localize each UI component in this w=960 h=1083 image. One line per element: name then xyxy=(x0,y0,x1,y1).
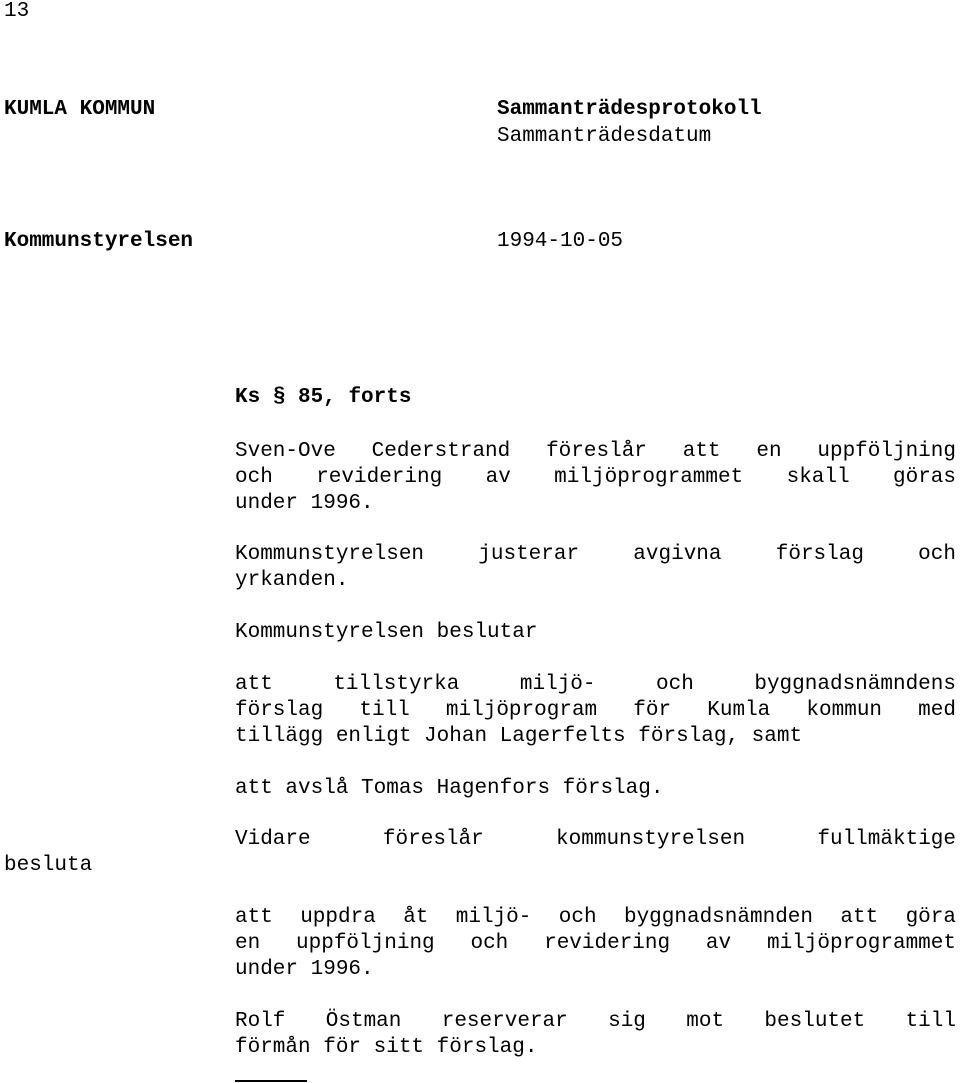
text-line: förmån för sitt förslag. xyxy=(235,1036,538,1059)
text-line: tillägg enligt Johan Lagerfelts förslag, samt xyxy=(235,725,803,748)
paragraph-assignment xyxy=(235,905,956,983)
text-line: att uppdra åt miljö- och byggnadsnämnden att göra xyxy=(235,906,956,929)
section-heading xyxy=(235,385,411,411)
section-number: 85, forts xyxy=(298,386,412,409)
text-line: förslag till miljöprogram för Kumla kommun med xyxy=(235,699,956,722)
meeting-date: 1994-10-05 xyxy=(497,230,624,253)
text-line: Kommunstyrelsen beslutar xyxy=(235,621,538,644)
paragraph-symbol-icon: § xyxy=(272,386,286,409)
text-line: Rolf Östman reserverar sig mot beslutet till xyxy=(235,1010,956,1033)
paragraph-adjustment xyxy=(235,542,956,594)
text-line: en uppföljning och revidering av miljöprogrammet xyxy=(235,932,956,955)
document-type: Sammanträdesprotokoll xyxy=(497,98,762,121)
text-line: Sven-Ove Cederstrand föreslår att en uppföljning xyxy=(235,440,956,463)
paragraph-rejection xyxy=(235,776,956,802)
page-number: 13 xyxy=(4,0,30,23)
org-name: KUMLA KOMMUN xyxy=(4,98,156,121)
text-line: Vidare föreslår kommunstyrelsen fullmäktige xyxy=(235,828,956,851)
meeting-date-label: Sammanträdesdatum xyxy=(497,125,712,148)
text-line: under 1996. xyxy=(235,958,374,981)
text-line: under 1996. xyxy=(235,492,374,515)
margin-label: besluta xyxy=(4,854,93,877)
signature-rule xyxy=(235,1080,307,1082)
paragraph-approval xyxy=(235,672,956,750)
text-line: och revidering av miljöprogrammet skall göras xyxy=(235,466,956,489)
text-line: att tillstyrka miljö- och byggnadsnämndens xyxy=(235,673,956,696)
text-line: yrkanden. xyxy=(235,569,349,592)
paragraph-decision-intro xyxy=(235,620,956,646)
section-prefix: Ks xyxy=(235,386,261,409)
paragraph-reservation xyxy=(235,1009,956,1061)
text-line: Kommunstyrelsen justerar avgivna förslag och xyxy=(235,543,956,566)
text-line: att avslå Tomas Hagenfors förslag. xyxy=(235,777,664,800)
committee-name: Kommunstyrelsen xyxy=(4,230,194,253)
paragraph-proposal xyxy=(235,439,956,517)
paragraph-further-proposal xyxy=(235,827,956,853)
